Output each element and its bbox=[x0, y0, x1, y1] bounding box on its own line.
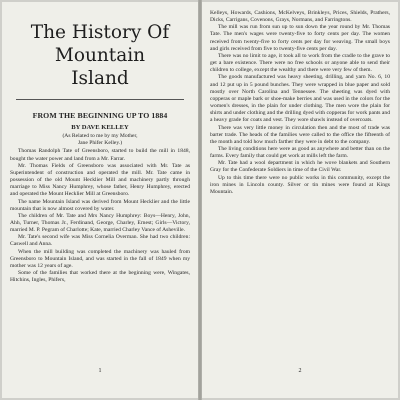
page-number-right: 2 bbox=[298, 368, 302, 374]
paragraph: When the mill building was completed the machinery was hauled from Greensboro to Mountain Island, and was started in the fall of 1849 when my mother was 12 years of age. bbox=[10, 248, 190, 269]
paragraph-continuation: Kelleys, Howards, Cashions, McKelveys, Brinkleys, Prices, Shields, Prathers, Dicks, Carrigans, Covenons, Grays, Normans, and Farringtons. bbox=[210, 10, 390, 24]
right-body-text bbox=[210, 10, 390, 196]
paragraph: Mr. Tate had a wool department in which he wove blankets and Southern Gray for the Confederate Soldiers in time of the Civil War. bbox=[210, 160, 390, 174]
paragraph: The name Mountain Island was derived from Mount Hecklier and the little mountain that is now almost covered by water. bbox=[10, 198, 190, 212]
page-number-left: 1 bbox=[98, 368, 102, 374]
title-line-1: The History Of Mountain bbox=[30, 22, 170, 66]
left-page bbox=[2, 2, 198, 398]
paragraph: Mr. Tate's second wife was Miss Cornelia Overman. She had two children: Caswell and Anna. bbox=[10, 234, 190, 248]
byline: BY DAVE KELLEY bbox=[71, 124, 129, 131]
paragraph: The mill was run from sun up to sun down the year round by Mr. Thomas Tate. The men's wages were twenty-five to forty cents per day. The women received from twenty-five to forty cents per day for weaving. The small boys and girls received from five to twenty-five cents per day. bbox=[210, 24, 390, 52]
title-line-2: Island bbox=[71, 68, 129, 89]
right-page bbox=[202, 2, 398, 398]
title-divider bbox=[16, 99, 184, 100]
paragraph: There was no limit to age, it took all to work from the cradle to the grave to get a bare existence. There were no free schools or anyone able to send their children to college, except the wealthy and there were very few of them. bbox=[210, 52, 390, 74]
attribution-line-1: (As Related to me by my Mother, bbox=[62, 133, 138, 139]
article-subtitle: FROM THE BEGINNING UP TO 1884 bbox=[32, 111, 168, 120]
paragraph: There was very little money in circulation then and the most of trade was barter trade. The heads of the families were called to the office the fifteenth of the month and told how much farther they were in debt to the company. bbox=[210, 124, 390, 145]
paragraph: Thomas Randolph Tate of Greensboro, started to build the mill in 1848, bought the water power and land from a Mr. Farrar. bbox=[10, 148, 190, 162]
paragraph: Mr. Thomas Fields of Greensboro was associated with Mr. Tate as Superintendent of construction and operated the mill. Mr. Tate came in possession of the old Mount Hecklier Mill and machinery partly through marriage to Miss Nancy Humphrey, whose father, Henry Humphrey, erected and operated the Mount Hecklier Mill at Greensboro. bbox=[10, 162, 190, 198]
attribution bbox=[6, 133, 194, 147]
paragraph: Up to this time there were no public works in this community, except the iron mines in Lincoln county. Silver or tin mines were found at Kings Mountain. bbox=[210, 174, 390, 195]
paragraph: The goods manufactured was heavy sheeting, drilling, and yarn No. 6, 10 and 12 put up in 5 pound bunches. They were wrapped in blue paper and sold mostly over North Carolina and Tennessee. The sheeting was dyed with copperas or maple bark or shoe-make berries and was used in the colors for the women's dresses, in the plain for under clothing. The men wore the plain for shirts and under clothing and the drilling dyed with copperas for work pants and a heavy grade for coats and vest. They wore shawls instead of overcoats. bbox=[210, 74, 390, 124]
paragraph: The children of Mr. Tate and Mrs Nancy Humphrey: Boys—Henry, John, Ahh, Turner, Thomas Jr., Ferdinand, George, Charley, Ernest; Girls—Victory, married M. P. Pegram of Charlotte; Kate, married Charley Vance of Asheville. bbox=[10, 212, 190, 234]
paragraph: Some of the families that worked there at the beginning were, Wingates, Hitchins, Ingles, Phifers, bbox=[10, 270, 190, 284]
article-title bbox=[6, 21, 194, 90]
left-body-text bbox=[10, 148, 190, 284]
attribution-line-2: Jane Phifer Kelley.) bbox=[77, 140, 123, 147]
paragraph: The living conditions here were as good as anywhere and better than on the farms. Every family that could get work at mills left the farm. bbox=[210, 145, 390, 160]
